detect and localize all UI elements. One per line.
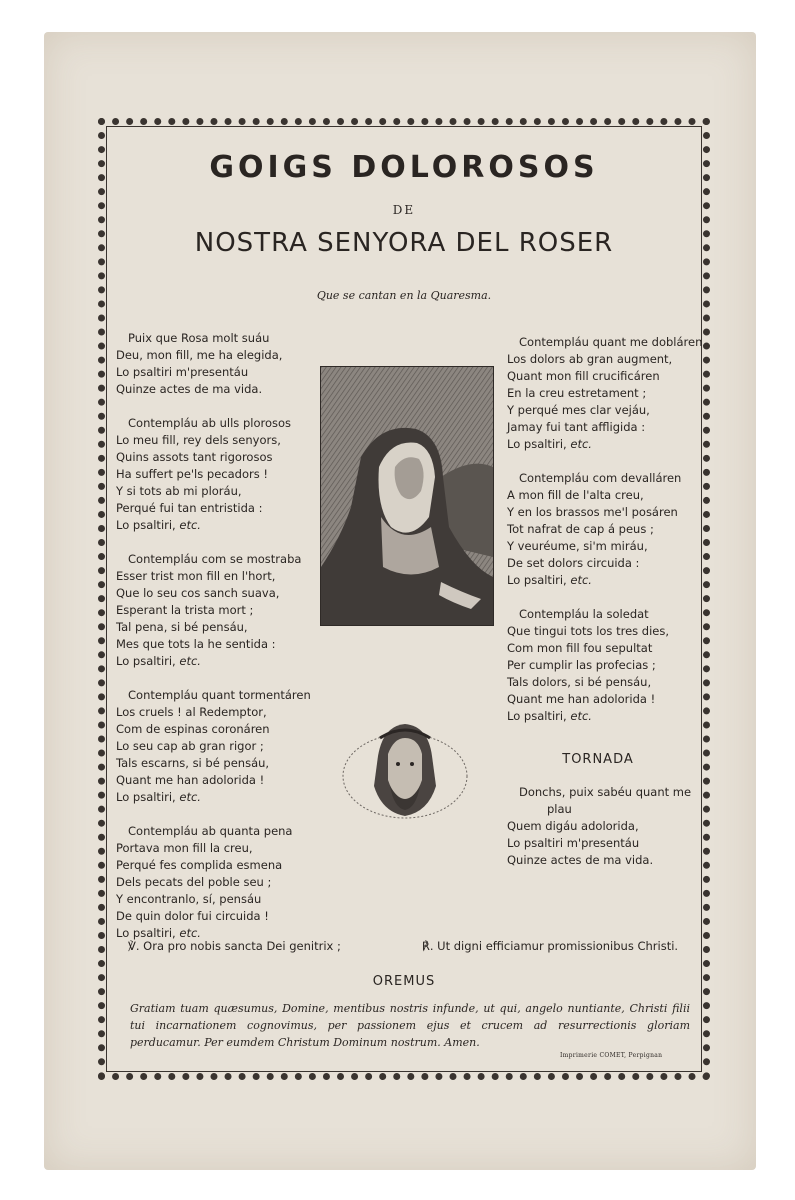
verse-line: Quant mon fill crucificáren [507,369,660,383]
verse-line: Quant me han adolorida ! [507,692,656,706]
subtitle-note: Que se cantan en la Quaresma. [316,289,492,302]
verse-stanza [507,334,702,453]
document-title: GOIGS DOLOROSOS [209,150,599,185]
verse-line: Com de espinas coronáren [116,722,270,736]
verse-line: En la creu estretament ; [507,386,647,400]
verse-stanza [116,823,316,942]
tornada-line: Lo psaltiri m'presentáu [507,836,640,850]
printer-imprint: Imprimerie COMET, Perpignan [560,1052,663,1059]
verse-line: Jamay fui tant affligida : [507,420,646,434]
verse-line: Los cruels ! al Redemptor, [116,705,267,719]
verse-line: A mon fill de l'alta creu, [507,488,644,502]
versicle-left: ℣. Ora pro nobis sancta Dei genitrix ; [128,939,341,953]
etc-refrain: etc. [570,573,592,587]
verse-line: Lo psaltiri, etc. [116,790,201,804]
tornada-verse [507,784,702,869]
verse-line: Mes que tots la he sentida : [116,637,276,651]
versicle-right: ℟. Ut digni efficiamur promissionibus Christi. [422,939,679,953]
oremus-heading: OREMUS [372,974,436,989]
tornada-line: Donchs, puix sabéu quant me [519,785,692,799]
verse-line: Puix que Rosa molt suáu [128,331,270,345]
verse-line: Lo psaltiri, etc. [116,518,201,532]
tornada-line: Quem digáu adolorida, [507,819,639,833]
left-column-verses [116,330,316,959]
verse-line: Contempláu com devalláren [519,471,682,485]
verse-line: Per cumplir las profecias ; [507,658,656,672]
verse-line: Deu, mon fill, me ha elegida, [116,348,283,362]
verse-line: Y si tots ab mi ploráu, [116,484,242,498]
verse-line: Lo seu cap ab gran rigor ; [116,739,264,753]
verse-line: Ha suffert pe'ls pecadors ! [116,467,268,481]
verse-line: Contempláu ab ulls plorosos [128,416,292,430]
right-column-verses [507,334,702,742]
etc-refrain: etc. [179,518,201,532]
etc-refrain: etc. [570,437,592,451]
verse-line: Y en los brassos me'l posáren [507,505,678,519]
verse-line: Quant me han adolorida ! [116,773,265,787]
verse-stanza [116,551,316,670]
verse-line: Lo psaltiri, etc. [507,437,592,451]
etc-refrain: etc. [179,926,201,940]
verse-stanza [116,415,316,534]
verse-line: Perqué fes complida esmena [116,858,283,872]
tornada-line: Quinze actes de ma vida. [507,853,654,867]
verse-line: Com mon fill fou sepultat [507,641,653,655]
verse-line: Que tingui tots los tres dies, [507,624,670,638]
verse-stanza [507,606,702,725]
verse-line: Tals dolors, si bé pensáu, [507,675,652,689]
virgin-engraving-image [320,366,494,626]
verse-line: Quins assots tant rigorosos [116,450,273,464]
verse-line: Contempláu com se mostraba [128,552,302,566]
verse-line: Y veuréume, si'm miráu, [507,539,648,553]
verse-stanza [116,330,316,398]
verse-line: Los dolors ab gran augment, [507,352,673,366]
verse-line: Esperant la trista mort ; [116,603,254,617]
verse-line: Y encontranlo, sí, pensáu [116,892,262,906]
verse-line: Dels pecats del poble seu ; [116,875,272,889]
verse-line: Y perqué mes clar vejáu, [507,403,650,417]
verse-line: Esser trist mon fill en l'hort, [116,569,276,583]
verse-line: Lo psaltiri, etc. [507,709,592,723]
verse-line: Portava mon fill la creu, [116,841,253,855]
tornada-line: plau [547,802,572,816]
etc-refrain: etc. [570,709,592,723]
verse-line: Tals escarns, si bé pensáu, [116,756,270,770]
verse-line: De set dolors circuida : [507,556,640,570]
christ-head-engraving-image [338,716,472,824]
verse-line: Contempláu quant tormentáren [128,688,311,702]
verse-line: Lo meu fill, rey dels senyors, [116,433,281,447]
verse-line: Tal pena, si bé pensáu, [116,620,248,634]
verse-line: Que lo seu cos sanch suava, [116,586,280,600]
verse-stanza [116,687,316,806]
verse-line: Quinze actes de ma vida. [116,382,263,396]
verse-line: Contempláu quant me dobláren [519,335,703,349]
verse-line: Contempláu ab quanta pena [128,824,293,838]
tornada-heading: TORNADA [562,752,634,767]
verse-stanza [507,470,702,589]
verse-line: De quin dolor fui circuida ! [116,909,269,923]
document-subtitle: NOSTRA SENYORA DEL ROSER [194,228,614,258]
verse-line: Tot nafrat de cap á peus ; [507,522,654,536]
oremus-prayer: Gratiam tuam quæsumus, Domine, mentibus nostris infunde, ut qui, angelo nuntiante, Christi filii tui incarnationem cognovimus, per passionem ejus et crucem ad resurrectionis gloriam perducamur. Per eumdem Christum Dominum nostrum. Amen. [130,1002,690,1049]
title-connector: DE [392,203,416,217]
verse-line: Contempláu la soledat [519,607,649,621]
etc-refrain: etc. [179,654,201,668]
verse-line: Perqué fui tan entristida : [116,501,263,515]
verse-line: Lo psaltiri m'presentáu [116,365,249,379]
verse-line: Lo psaltiri, etc. [116,654,201,668]
verse-line: Lo psaltiri, etc. [116,926,201,940]
verse-line: Lo psaltiri, etc. [507,573,592,587]
etc-refrain: etc. [179,790,201,804]
